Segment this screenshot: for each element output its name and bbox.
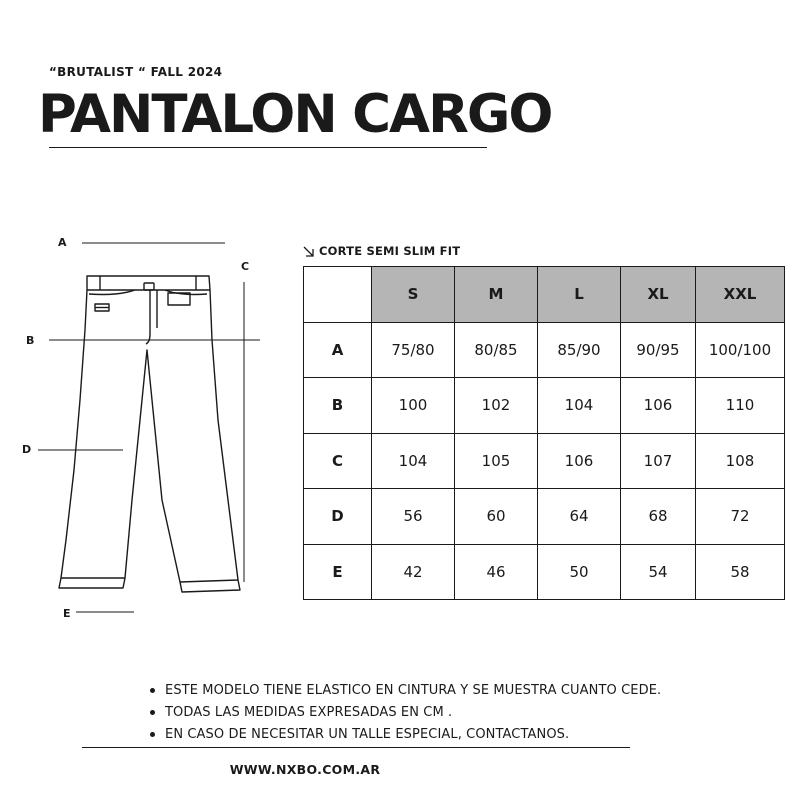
website-link[interactable]: WWW.NXBO.COM.AR: [229, 762, 381, 777]
table-cell: 106: [621, 378, 696, 434]
list-item: [148, 726, 661, 748]
cargo-pants-icon: [59, 276, 240, 592]
diagram-label-a: A: [58, 236, 67, 249]
row-label-a: A: [304, 322, 372, 378]
table-cell: 60: [455, 489, 538, 545]
table-cell: 54: [621, 544, 696, 600]
size-header-l: L: [538, 267, 621, 323]
note-text: EN CASO DE NECESITAR UN TALLE ESPECIAL, CONTACTANOS.: [165, 727, 570, 742]
page-title: PANTALON CARGO: [38, 84, 552, 145]
table-cell: 68: [621, 489, 696, 545]
table-cell: 90/95: [621, 322, 696, 378]
diagram-label-c: C: [241, 260, 250, 273]
table-row: [304, 489, 785, 545]
table-cell: 75/80: [372, 322, 455, 378]
fit-label-text: CORTE SEMI SLIM FIT: [319, 244, 461, 258]
table-cell: 72: [696, 489, 785, 545]
notes-list: [148, 682, 661, 748]
bullet-icon: [150, 732, 155, 737]
note-text: ESTE MODELO TIENE ELASTICO EN CINTURA Y SE MUESTRA CUANTO CEDE.: [165, 683, 662, 698]
list-item: [148, 704, 661, 726]
size-header-xl: XL: [621, 267, 696, 323]
table-cell: 56: [372, 489, 455, 545]
table-row: [304, 433, 785, 489]
table-cell: 100/100: [696, 322, 785, 378]
table-cell: 110: [696, 378, 785, 434]
footer-divider: [82, 747, 630, 748]
collection-label: “BRUTALIST “ FALL 2024: [49, 65, 223, 79]
diagram-label-b: B: [26, 334, 35, 347]
table-cell: 64: [538, 489, 621, 545]
size-header-s: S: [372, 267, 455, 323]
table-cell: 108: [696, 433, 785, 489]
size-chart-table: [303, 266, 785, 600]
row-label-e: E: [304, 544, 372, 600]
diagram-label-d: D: [22, 443, 32, 456]
table-cell: 50: [538, 544, 621, 600]
diagram-label-e: E: [63, 607, 71, 620]
table-row: [304, 378, 785, 434]
table-corner-cell: [304, 267, 372, 323]
table-cell: 80/85: [455, 322, 538, 378]
table-cell: 102: [455, 378, 538, 434]
table-cell: 58: [696, 544, 785, 600]
table-cell: 104: [372, 433, 455, 489]
bullet-icon: [150, 688, 155, 693]
bullet-icon: [150, 710, 155, 715]
fit-label: [302, 243, 460, 259]
table-cell: 107: [621, 433, 696, 489]
pants-diagram: [0, 0, 300, 640]
row-label-d: D: [304, 489, 372, 545]
size-header-row: [304, 267, 785, 323]
table-row: [304, 544, 785, 600]
table-cell: 42: [372, 544, 455, 600]
row-label-c: C: [304, 433, 372, 489]
list-item: [148, 682, 661, 704]
size-header-xxl: XXL: [696, 267, 785, 323]
table-row: [304, 322, 785, 378]
table-cell: 46: [455, 544, 538, 600]
size-header-m: M: [455, 267, 538, 323]
row-label-b: B: [304, 378, 372, 434]
table-cell: 85/90: [538, 322, 621, 378]
table-cell: 105: [455, 433, 538, 489]
table-cell: 100: [372, 378, 455, 434]
table-cell: 106: [538, 433, 621, 489]
note-text: TODAS LAS MEDIDAS EXPRESADAS EN CM .: [165, 705, 453, 720]
table-cell: 104: [538, 378, 621, 434]
arrow-down-right-icon: [302, 245, 315, 258]
